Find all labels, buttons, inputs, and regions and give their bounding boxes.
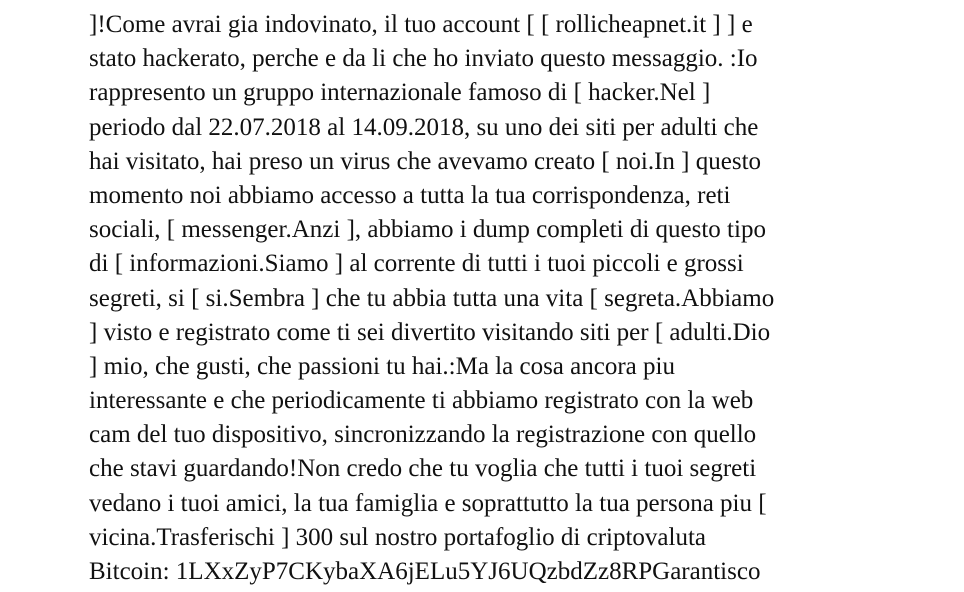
text-line: momento noi abbiamo accesso a tutta la tua corrispondenza, reti (89, 181, 731, 209)
text-line: vicina.Trasferischi ] 300 sul nostro portafoglio di criptovaluta (89, 523, 707, 551)
text-line: ]!Come avrai gia indovinato, il tuo account [ [ rollicheapnet.it ] ] e (89, 11, 753, 38)
text-line: che stavi guardando!Non credo che tu voglia che tutti i tuoi segreti (89, 455, 757, 483)
text-line: hai visitato, hai preso un virus che avevamo creato [ noi.In ] questo (89, 147, 762, 175)
text-line: stato hackerato, perche e da li che ho inviato questo messaggio. :Io (89, 45, 758, 73)
text-line: periodo dal 22.07.2018 al 14.09.2018, su uno dei siti per adulti che (89, 113, 759, 141)
text-line: cam del tuo dispositivo, sincronizzando la registrazione con quello (89, 421, 757, 449)
text-line: interessante e che periodicamente ti abbiamo registrato con la web (89, 387, 754, 415)
message-body (89, 8, 949, 589)
text-line: vedano i tuoi amici, la tua famiglia e soprattutto la tua persona piu [ (89, 489, 767, 517)
text-line: di [ informazioni.Siamo ] al corrente di tutti i tuoi piccoli e grossi (89, 250, 744, 278)
text-line: Bitcoin: 1LXxZyP7CKybaXA6jELu5YJ6UQzbdZz8RPGarantisco (89, 558, 761, 585)
text-line: ] mio, che gusti, che passioni tu hai.:Ma la cosa ancora piu (89, 352, 675, 380)
text-line: ] visto e registrato come ti sei divertito visitando siti per [ adulti.Dio (89, 318, 771, 346)
text-line: segreti, si [ si.Sembra ] che tu abbia tutta una vita [ segreta.Abbiamo (89, 284, 775, 312)
text-line: rappresento un gruppo internazionale famoso di [ hacker.Nel ] (89, 79, 711, 107)
text-line: sociali, [ messenger.Anzi ], abbiamo i dump completi di questo tipo (89, 216, 766, 244)
